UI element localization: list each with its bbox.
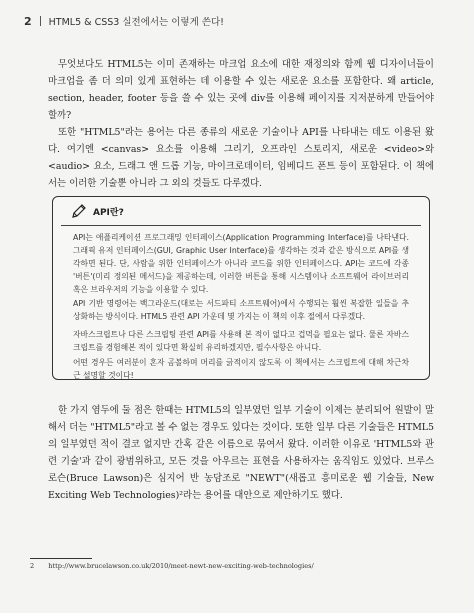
body-paragraph-3: 한 가지 염두에 둘 점은 한때는 HTML5의 일부였던 일부 기술이 이제는 분리되어 원발이 말해서 더는 "HTML5"라고 볼 수 없는 경우도 있다는 것이다. 또한 일부 다른 기술들은 HTML5의 일부였던 적이 결코 없지만 간혹 같은 이름으로 묶여서 왔다. 이러한 이유로 'HTML5와 관련 기술'과 같이 광범위하고, 모든 것을 아우르는 표현을 사용하자는 움직임도 있었다. 브루스 로슨(Bruce Lawson)은 심지어 반 농담조로 "NEWT"(새롭고 흥미로운 웹 기술들, New Exciting Web Technologies)²라는 용어를 대안으로 제안하기도 했다. bbox=[48, 405, 434, 501]
body-paragraph-2: 또한 "HTML5"라는 용어는 다른 종류의 새로운 기술이나 API를 나타내는 데도 이용된 왔다. 여기엔 <canvas> 요소를 이용해 그리기, 오프라인 스토리지, 새로운 <video>와 <audio> 요소, 드래그 앤 드롭 기능, 마이크로데이터, 임베디드 폰트 등이 포함된다. 이 책에서는 이러한 기술뿐 아니라 그 외의 것들도 다루겠다. bbox=[48, 127, 434, 189]
footnote-rule bbox=[30, 558, 92, 559]
sidebar-paragraph-2: API 기반 명령어는 백그라운드(대로는 서드파티 소프트웨어)에서 수행되는 훨씬 복잡한 일들을 추상화하는 방식이다. HTML5 관련 API 가운데 몇 가지는 이 책의 이후 절에서 다루겠다. bbox=[73, 299, 409, 321]
sidebar-divider bbox=[61, 225, 421, 226]
running-header bbox=[24, 14, 224, 28]
page-number: 2 bbox=[24, 14, 32, 28]
sidebar-title: API란? bbox=[93, 207, 124, 218]
footnote-link[interactable]: http://www.brucelawson.co.uk/2010/meet-newt-new-exciting-web-technologies/ bbox=[48, 562, 314, 570]
sidebar-paragraph-4: 어떤 경우든 여러분이 혼자 곰볼하며 머리를 긁적이지 않도록 이 책에서는 스크립트에 대해 차근차근 설명할 것이다! bbox=[73, 358, 409, 380]
sidebar-paragraph-3: 자바스크립트나 다른 스크립팅 관련 API를 사용해 본 적이 없다고 겁먹을 필요는 없다. 물론 자바스크립트를 경험해본 적이 있다면 확실히 유리하겠지만, 필수사항은 아니다. bbox=[73, 330, 409, 352]
sidebar-paragraph-1: API는 애플리케이션 프로그래밍 인터페이스(Application Programming Interface)를 나타낸다. 그래픽 유저 인터페이스(GUI, Graphic User Interface)를 생각하는 것과 같은 방식으로 API를 생각하면 된다. 단, 사람을 위한 인터페이스가 아니라 코드를 위한 인터페이스다. API는 코드에 각종 '버튼'(미리 정의된 메서드)을 제공하는데, 이러한 버튼을 통해 시스템이나 소프트웨어 라이브러리 혹은 브라우저의 기능을 이용할 수 있다. bbox=[73, 233, 409, 294]
footnote bbox=[30, 562, 314, 570]
pencil-icon bbox=[71, 203, 87, 219]
footnote-number: 2 bbox=[30, 562, 35, 570]
running-title: HTML5 & CSS3 실전에서는 이렇게 쓴다! bbox=[48, 17, 224, 28]
body-paragraph-1: 무엇보다도 HTML5는 이미 존재하는 마크업 요소에 대한 재정의와 함께 웹 디자이너들이 마크업을 좀 더 의미 있게 표현하는 데 이용할 수 있는 새로운 요소를 포함한다. 왜 article, section, header, footer 등을 쓸 수 있는 곳에 div를 이용해 페이지를 지저분하게 만들어야 할까? bbox=[48, 59, 434, 121]
api-sidebar-box bbox=[52, 196, 430, 380]
sidebar-heading bbox=[71, 203, 124, 219]
header-divider bbox=[40, 16, 41, 26]
